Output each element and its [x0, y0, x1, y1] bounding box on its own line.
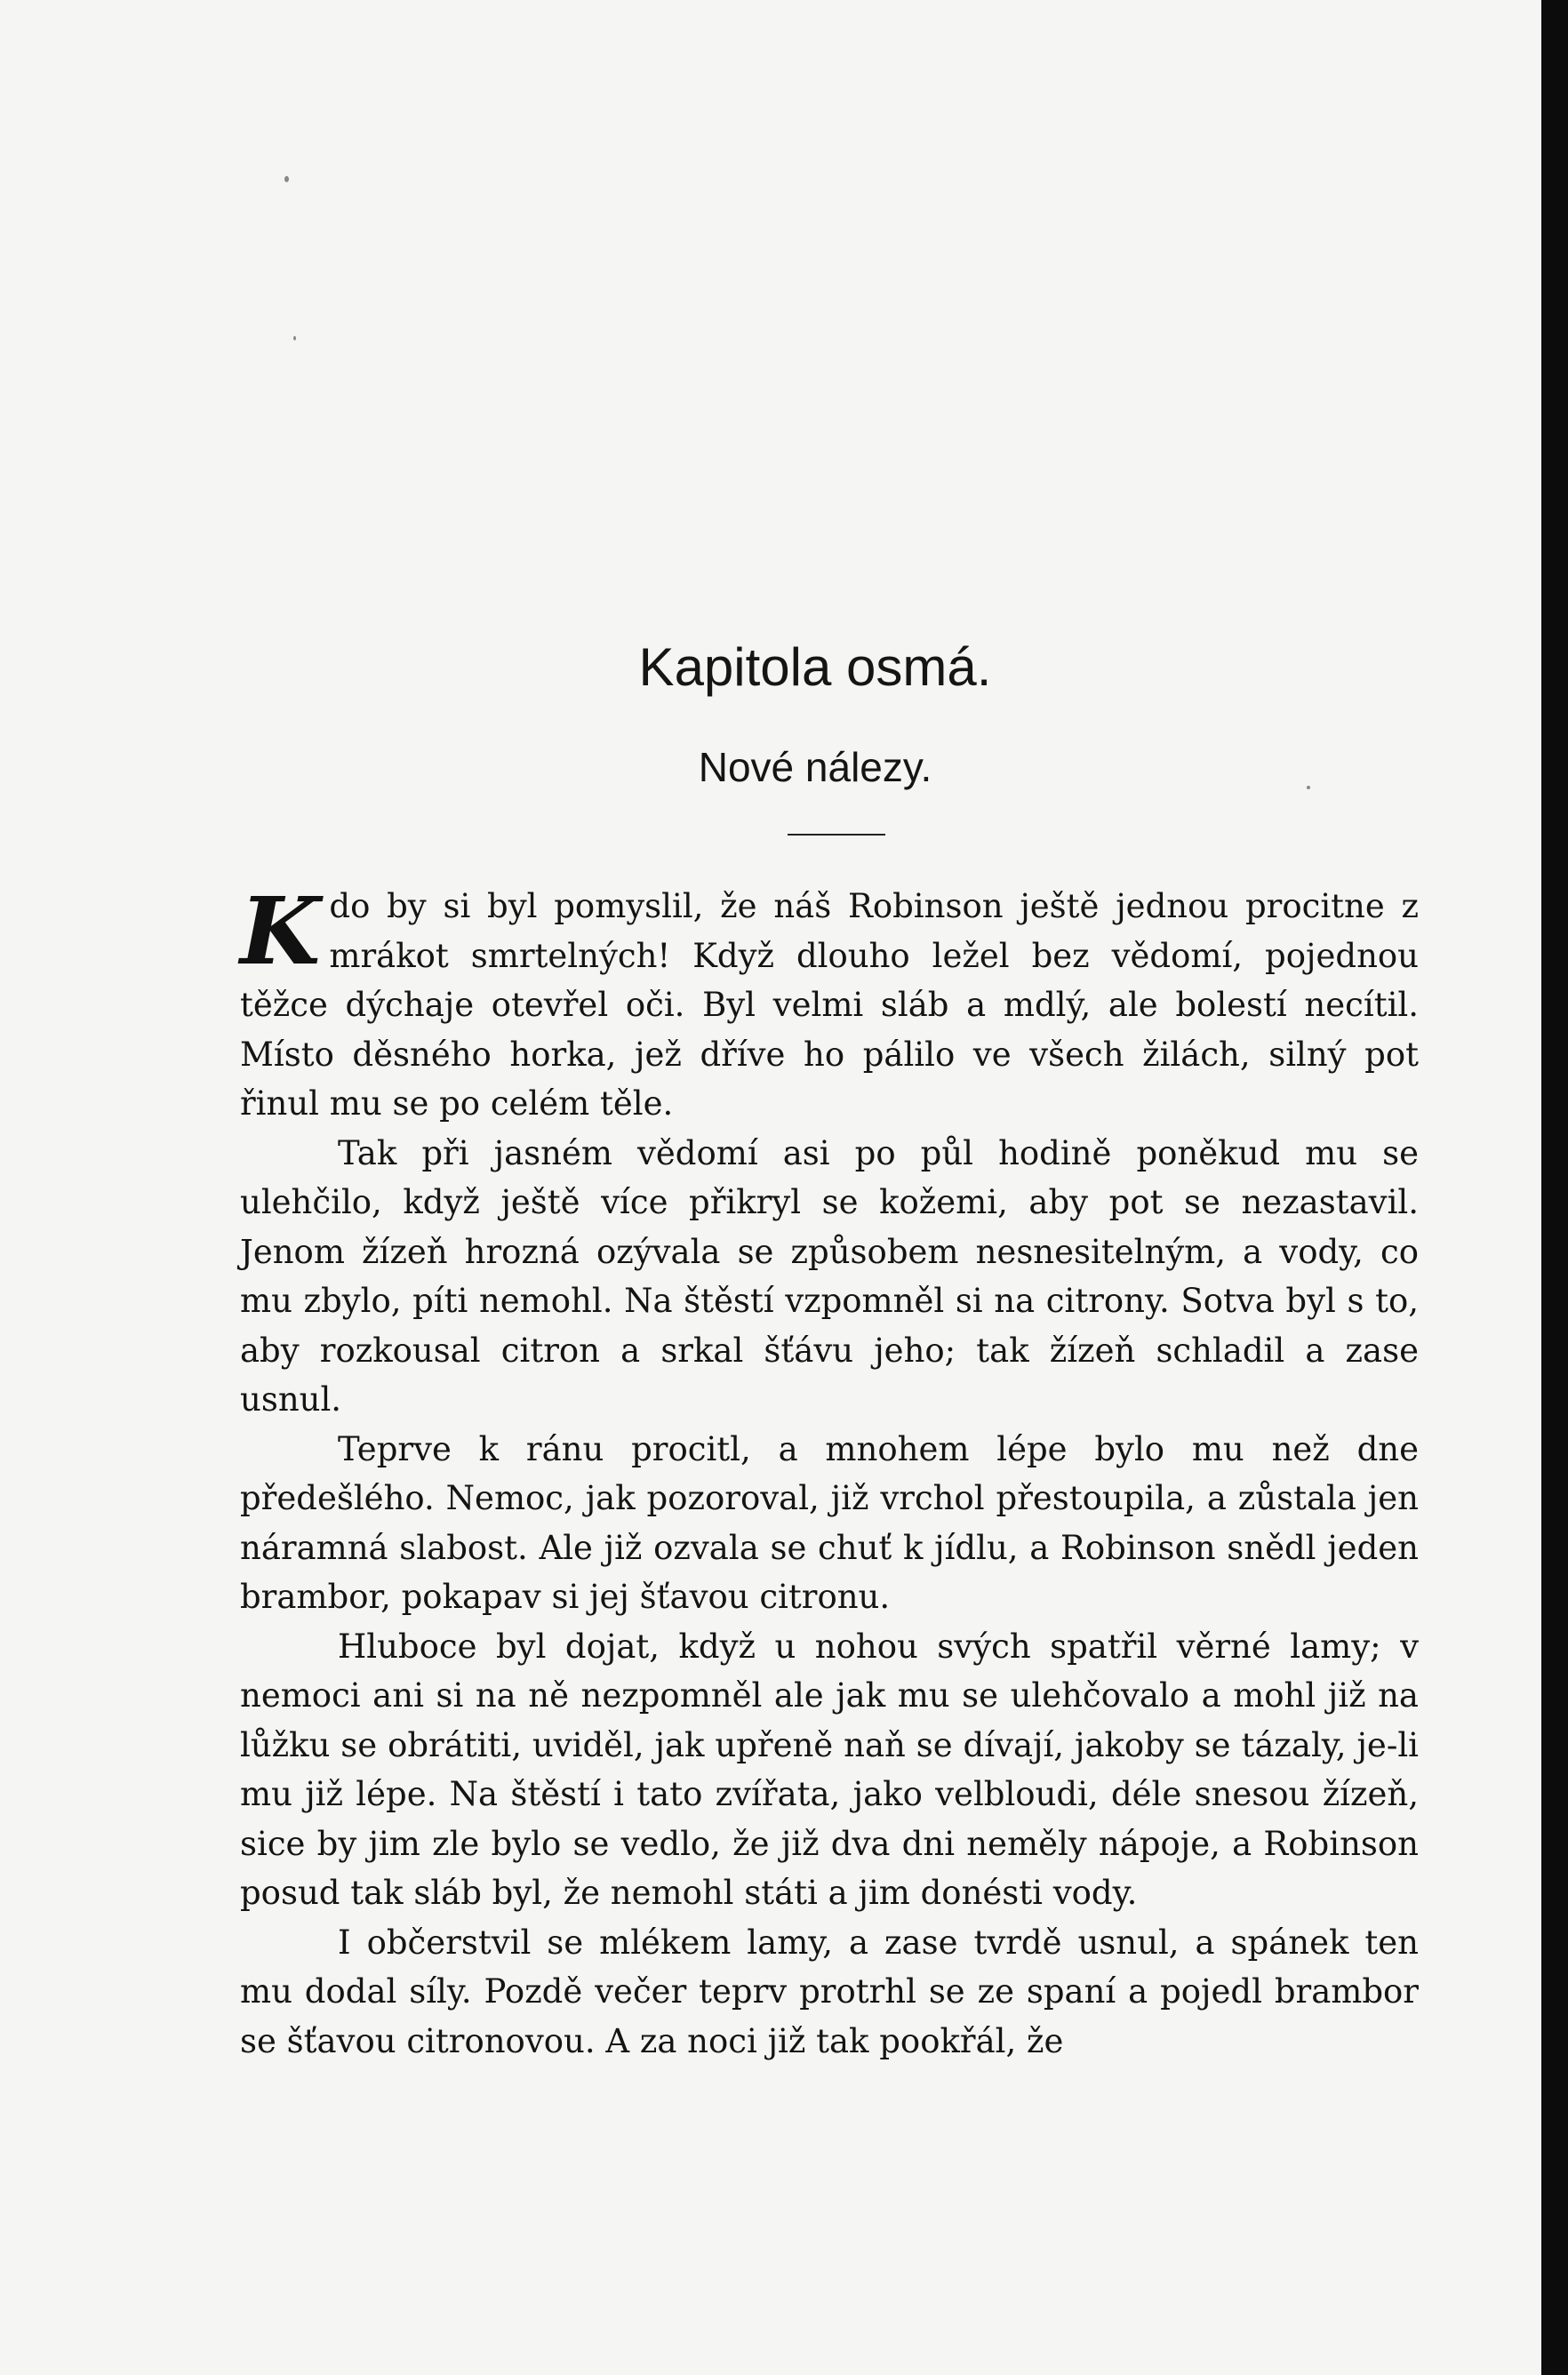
- chapter-text: [240, 876, 1419, 2066]
- drop-cap: K: [240, 876, 321, 986]
- paragraph: I občerstvil se mlékem lamy, a zase tvrdě usnul, a spánek ten mu dodal síly. Pozdě večer teprv protrhl se ze spaní a pojedl brambor se šťavou citronovou. A za noci již tak pookřál, že: [240, 1923, 1419, 2060]
- scan-edge: [1541, 0, 1568, 2375]
- paragraph: Hluboce byl dojat, když u nohou svých spatřil věrné lamy; v nemoci ani si na ně nezpomněl ale jak mu se ulehčovalo a mohl již na lůžku se obrátiti, uviděl, jak upřeně naň se dívají, jakoby se tázaly, je-li mu již lépe. Na štěstí i tato zvířata, jako velbloudi, déle snesou žízeň, sice by jim zle bylo se vedlo, že již dva dni neměly nápoje, a Robinson posud tak sláb byl, že nemohl státi a jim donésti vody.: [240, 1627, 1419, 1912]
- paper-speck: [284, 176, 289, 182]
- paragraph-text: do by si byl pomyslil, že náš Robinson ještě jednou procitne z mrákot smrtelných! Když dlouho ležel bez vědomí, pojednou těžce dýchaje otevřel oči. Byl velmi sláb a mdlý, ale bolestí necítil. Místo děsného horka, jež dříve ho pálilo ve všech žilách, silný pot řinul mu se po celém těle.: [240, 887, 1419, 1123]
- chapter-subtitle: Nové nálezy.: [698, 744, 932, 790]
- paragraph: Tak při jasném vědomí asi po půl hodině poněkud mu se ulehčilo, když ještě více přikryl se kožemi, aby pot se nezastavil. Jenom žízeň hrozná ozývala se způsobem nesnesitelným, a vody, co mu zbylo, píti nemohl. Na štěstí vzpomněl si na citrony. Sotva byl s to, aby rozkousal citron a srkal šťávu jeho; tak žízeň schladil a zase usnul.: [240, 1133, 1419, 1419]
- paragraph: [240, 876, 1419, 1129]
- paper-speck: [293, 336, 296, 340]
- title-divider: [788, 834, 885, 836]
- paragraph: Teprve k ránu procitl, a mnohem lépe bylo mu než dne předešlého. Nemoc, jak pozoroval, již vrchol přestoupila, a zůstala jen náramná slabost. Ale již ozvala se chuť k jídlu, a Robinson snědl jeden brambor, pokapav si jej šťavou citronu.: [240, 1429, 1419, 1616]
- chapter-title: Kapitola osmá.: [638, 637, 992, 697]
